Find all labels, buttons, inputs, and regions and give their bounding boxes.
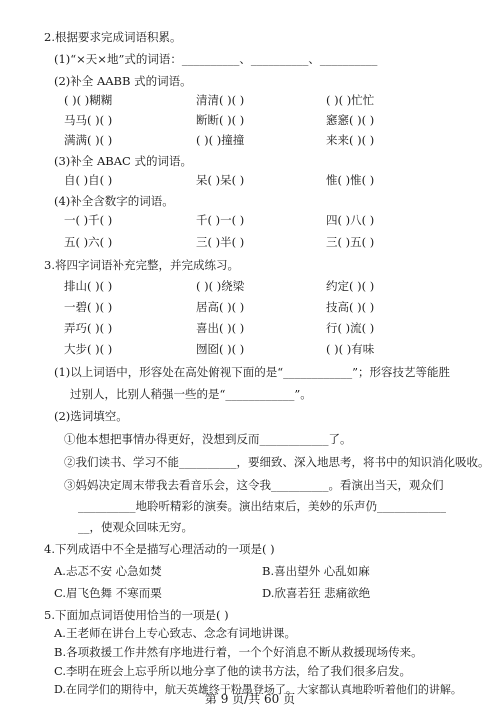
number-item: 一( )千( ): [64, 213, 113, 227]
idiom-item: ( )( )绕梁: [196, 279, 245, 293]
abac-item: 自( )自( ): [64, 173, 113, 187]
q5-option-c: C.李明在班会上忘乎所以地分享了他的读书方法，给了我们很多启发。: [54, 664, 412, 678]
number-item: 三( )半( ): [196, 235, 245, 249]
idiom-item: 居高( )( ): [196, 300, 245, 314]
number-item: 四( )八( ): [326, 213, 375, 227]
abac-item: 呆( )呆( ): [196, 173, 245, 187]
aabb-item: 来来( )( ): [326, 133, 375, 147]
number-item: 三( )五( ): [326, 235, 375, 249]
q3-sentence-3-line1: ③妈妈决定周末带我去看音乐会，这令我__________。看演出当天，观众们: [64, 478, 444, 492]
q2-part1: (1)“×天×地”式的词语：__________、__________、__________: [54, 52, 378, 66]
idiom-item: 技高( )( ): [326, 300, 375, 314]
idiom-item: 行( )流( ): [326, 321, 375, 335]
q5-option-b: B.各项救援工作井然有序地进行着，一个个好消息不断从救援现场传来。: [54, 645, 423, 659]
q3-sentence-2: ②我们读书、学习不能__________，要细致、深入地思考，将书中的知识消化吸收。: [64, 455, 490, 469]
aabb-item: 满满( )( ): [64, 133, 113, 147]
q3-part2: (2)选词填空。: [54, 409, 128, 423]
aabb-item: 窸窸( )( ): [326, 113, 375, 127]
q3-sentence-3-line3: __，使观众回味无穷。: [78, 520, 193, 534]
q4-title: 4.下列成语中不全是描写心理活动的一项是( ): [44, 542, 275, 556]
aabb-item: ( )( )撞撞: [196, 133, 245, 147]
q3-sentence-3-line2: __________地聆听精彩的演奏。演出结束后，美妙的乐声仍____________: [78, 499, 446, 513]
idiom-item: 囫囵( )( ): [196, 342, 245, 356]
idiom-item: 弄巧( )( ): [64, 321, 113, 335]
q2-part4: (4)补全含数字的词语。: [54, 194, 174, 208]
number-item: 千( )一( ): [196, 213, 245, 227]
q4-option-d: D.欣喜若狂 悲痛欲绝: [262, 586, 371, 600]
q2-title: 2.根据要求完成词语积累。: [44, 30, 182, 44]
abac-item: 惟( )惟( ): [326, 173, 375, 187]
idiom-item: 一碧( )( ): [64, 300, 113, 314]
idiom-item: 约定( )( ): [326, 279, 375, 293]
q3-part1-line1: (1)以上词语中，形容处在高处俯视下面的是“____________”；形容技艺等能胜: [54, 365, 451, 379]
q5-option-a: A.王老师在讲台上专心致志、念念有词地讲课。: [54, 626, 296, 640]
page-number: 第 9 页/共 60 页: [204, 692, 296, 706]
aabb-item: 清清( )( ): [196, 93, 245, 107]
q4-option-c: C.眉飞色舞 不寒而栗: [54, 586, 162, 600]
number-item: 五( )六( ): [64, 235, 113, 249]
q2-part3: (3)补全 ABAC 式的词语。: [54, 154, 192, 168]
q4-option-b: B.喜出望外 心乱如麻: [262, 564, 370, 578]
idiom-item: ( )( )有味: [326, 342, 375, 356]
idiom-item: 排山( )( ): [64, 279, 113, 293]
q5-title: 5.下面加点词语使用恰当的一项是( ): [44, 608, 229, 622]
aabb-item: 马马( )( ): [64, 113, 113, 127]
q3-part1-line2: 过别人，比别人稍强一些的是“____________”。: [70, 387, 312, 401]
q3-title: 3.将四字词语补充完整，并完成练习。: [44, 258, 239, 272]
q5-option-d: D.在同学们的期待中，航天英雄终于粉墨登场了。大家都认真地聆听着他们的讲解。: [54, 683, 462, 696]
q2-part2: (2)补全 AABB 式的词语。: [54, 74, 192, 88]
idiom-item: 大步( )( ): [64, 342, 113, 356]
aabb-item: ( )( )糊糊: [64, 93, 113, 107]
aabb-item: 断断( )( ): [196, 113, 245, 127]
q4-option-a: A.忐忑不安 心急如焚: [54, 564, 162, 578]
idiom-item: 喜出( )( ): [196, 321, 245, 335]
q3-sentence-1: ①他本想把事情办得更好，没想到反而____________了。: [64, 432, 352, 446]
aabb-item: ( )( )忙忙: [326, 93, 375, 107]
